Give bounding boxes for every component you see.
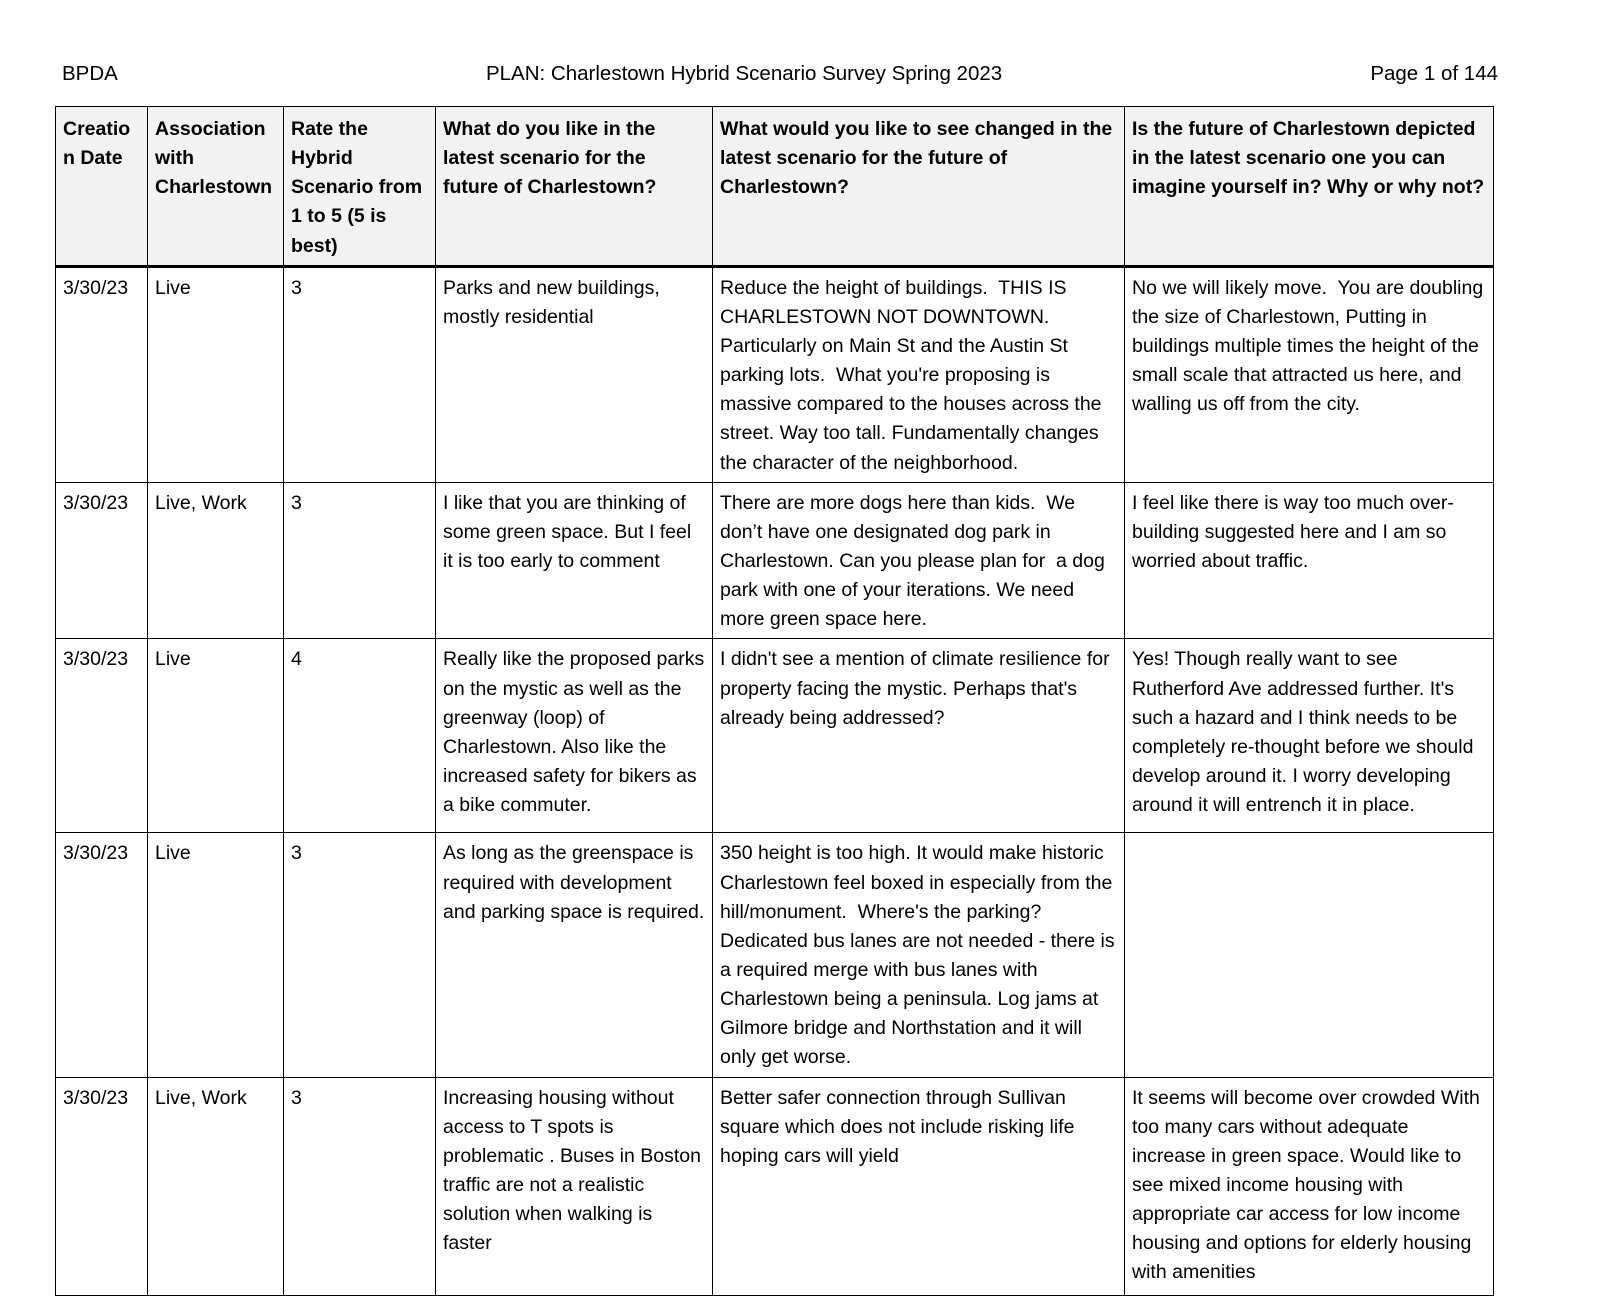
cell-creation-date: 3/30/23	[56, 833, 148, 1077]
cell-association: Live	[148, 833, 284, 1077]
cell-likes: Increasing housing without access to T spots is problematic . Buses in Boston traffic are not a realistic solution when walking is faster	[436, 1077, 713, 1295]
cell-future: I feel like there is way too much over-building suggested here and I am so worried about traffic.	[1125, 482, 1494, 639]
cell-changes: There are more dogs here than kids. We don’t have one designated dog park in Charlestown. Can you please plan for a dog park with one of your iterations. We need more green space here.	[713, 482, 1125, 639]
table-row	[56, 639, 1494, 833]
cell-rating: 3	[284, 266, 436, 482]
cell-rating: 3	[284, 482, 436, 639]
cell-creation-date: 3/30/23	[56, 1077, 148, 1295]
cell-changes: I didn't see a mention of climate resilience for property facing the mystic. Perhaps that's already being addressed?	[713, 639, 1125, 833]
column-header-likes: What do you like in the latest scenario for the future of Charlestown?	[436, 107, 713, 267]
header-page-number: Page 1 of 144	[1370, 62, 1498, 85]
table-row	[56, 833, 1494, 1077]
column-header-rating: Rate the Hybrid Scenario from 1 to 5 (5 is best)	[284, 107, 436, 267]
table-row	[56, 1077, 1494, 1295]
cell-changes: 350 height is too high. It would make historic Charlestown feel boxed in especially from the hill/monument. Where's the parking? Dedicated bus lanes are not needed - there is a required merge with bus lanes with Charlestown being a peninsula. Log jams at Gilmore bridge and Northstation and it will only get worse.	[713, 833, 1125, 1077]
cell-association: Live, Work	[148, 482, 284, 639]
cell-future: No we will likely move. You are doubling the size of Charlestown, Putting in buildings multiple times the height of the small scale that attracted us here, and walling us off from the city.	[1125, 266, 1494, 482]
cell-likes: Really like the proposed parks on the mystic as well as the greenway (loop) of Charlestown. Also like the increased safety for bikers as a bike commuter.	[436, 639, 713, 833]
cell-creation-date: 3/30/23	[56, 639, 148, 833]
running-header	[62, 62, 1498, 94]
cell-creation-date: 3/30/23	[56, 482, 148, 639]
cell-association: Live, Work	[148, 1077, 284, 1295]
header-document-title: PLAN: Charlestown Hybrid Scenario Survey Spring 2023	[485, 62, 1003, 85]
table-body	[56, 266, 1494, 1295]
cell-future	[1125, 833, 1494, 1077]
cell-likes: I like that you are thinking of some green space. But I feel it is too early to comment	[436, 482, 713, 639]
table-header	[56, 107, 1494, 267]
cell-likes: As long as the greenspace is required with development and parking space is required.	[436, 833, 713, 1077]
cell-creation-date: 3/30/23	[56, 266, 148, 482]
survey-response-table	[55, 106, 1494, 1296]
table-header-row	[56, 107, 1494, 267]
cell-future: Yes! Though really want to see Rutherford Ave addressed further. It's such a hazard and I think needs to be completely re-thought before we should develop around it. I worry developing around it will entrench it in place.	[1125, 639, 1494, 833]
column-header-creation-date: Creation Date	[56, 107, 148, 267]
cell-rating: 3	[284, 833, 436, 1077]
cell-changes: Reduce the height of buildings. THIS IS CHARLESTOWN NOT DOWNTOWN. Particularly on Main St and the Austin St parking lots. What you're proposing is massive compared to the houses across the street. Way too tall. Fundamentally changes the character of the neighborhood.	[713, 266, 1125, 482]
table-row	[56, 482, 1494, 639]
cell-association: Live	[148, 639, 284, 833]
cell-future: It seems will become over crowded With too many cars without adequate increase in green space. Would like to see mixed income housing with appropriate car access for low income housing and options for elderly housing with amenities	[1125, 1077, 1494, 1295]
cell-likes: Parks and new buildings, mostly residential	[436, 266, 713, 482]
table-row	[56, 266, 1494, 482]
cell-rating: 3	[284, 1077, 436, 1295]
header-organization: BPDA	[62, 62, 118, 85]
cell-association: Live	[148, 266, 284, 482]
column-header-future: Is the future of Charlestown depicted in the latest scenario one you can imagine yourself in? Why or why not?	[1125, 107, 1494, 267]
column-header-association: Association with Charlestown	[148, 107, 284, 267]
column-header-changes: What would you like to see changed in the latest scenario for the future of Charlestown?	[713, 107, 1125, 267]
cell-rating: 4	[284, 639, 436, 833]
cell-changes: Better safer connection through Sullivan square which does not include risking life hoping cars will yield	[713, 1077, 1125, 1295]
